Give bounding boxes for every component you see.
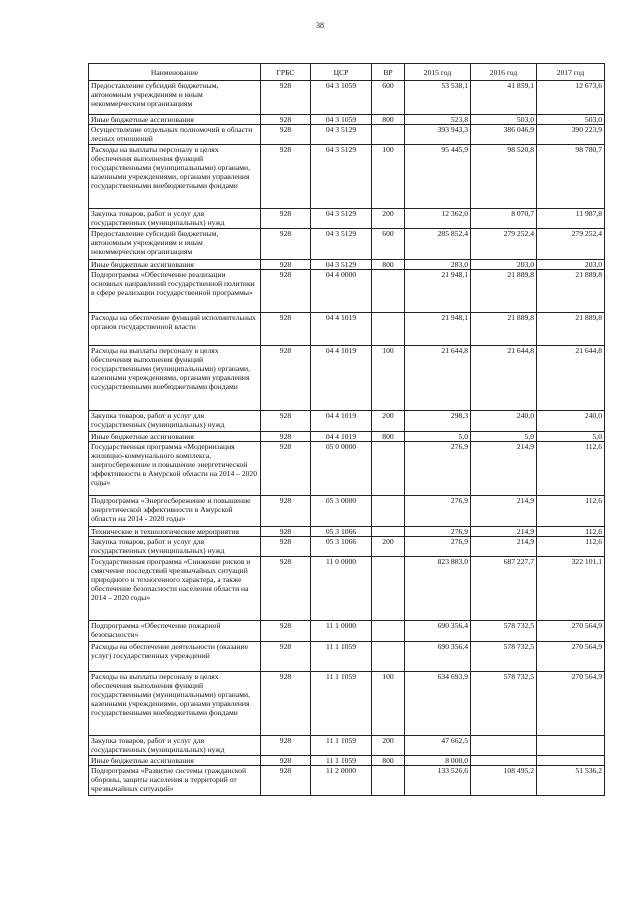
cell-grbs: 928	[261, 756, 311, 766]
cell-2016: 21 644,8	[471, 346, 537, 411]
cell-csr: 04 4 1019	[311, 346, 372, 411]
table-row	[89, 672, 605, 736]
cell-name: Расходы на выплаты персоналу в целях обеспечения выполнения функций государственными (муниципальными) органами, казенными учреждениями, органами управления государственными внебюджетными фондами	[89, 145, 261, 209]
cell-2017: 322 101,1	[537, 557, 605, 621]
cell-2017: 21 644,8	[537, 346, 605, 411]
cell-2016: 214,9	[471, 442, 537, 496]
cell-grbs: 928	[261, 432, 311, 442]
cell-csr: 04 3 1059	[311, 115, 372, 125]
cell-name: Закупка товаров, работ и услуг для государственных (муниципальных) нужд	[89, 736, 261, 756]
cell-2017: 11 987,8	[537, 209, 605, 229]
cell-2016: 41 859,1	[471, 81, 537, 115]
cell-csr: 11 1 1059	[311, 642, 372, 672]
cell-csr: 04 3 5129	[311, 229, 372, 260]
cell-2017	[537, 756, 605, 766]
cell-2017: 112,6	[537, 537, 605, 557]
cell-name: Закупка товаров, работ и услуг для государственных (муниципальных) нужд	[89, 537, 261, 557]
cell-2015: 523,8	[405, 115, 471, 125]
cell-name: Подпрограмма «Обеспечение пожарной безопасности»	[89, 621, 261, 642]
cell-vr	[372, 496, 405, 527]
cell-name: Иные бюджетные ассигнования	[89, 756, 261, 766]
budget-table	[88, 63, 605, 796]
cell-2015: 21 948,1	[405, 270, 471, 313]
cell-2015: 133 526,6	[405, 766, 471, 796]
cell-grbs: 928	[261, 125, 311, 145]
table-row	[89, 621, 605, 642]
cell-2016: 21 889,8	[471, 313, 537, 346]
cell-2016: 578 732,5	[471, 621, 537, 642]
cell-2016: 5,0	[471, 432, 537, 442]
col-header-vr: ВР	[372, 64, 405, 81]
col-header-2017: 2017 год	[537, 64, 605, 81]
cell-grbs: 928	[261, 209, 311, 229]
table-row	[89, 125, 605, 145]
cell-2017: 12 673,6	[537, 81, 605, 115]
cell-2016: 578 732,5	[471, 642, 537, 672]
table-row	[89, 229, 605, 260]
cell-2015: 21 948,1	[405, 313, 471, 346]
cell-2015: 298,3	[405, 411, 471, 432]
cell-2016: 21 889,8	[471, 270, 537, 313]
cell-csr: 04 4 1019	[311, 432, 372, 442]
cell-vr: 200	[372, 537, 405, 557]
cell-vr: 800	[372, 756, 405, 766]
cell-name: Иные бюджетные ассигнования	[89, 432, 261, 442]
table-row	[89, 270, 605, 313]
cell-grbs: 928	[261, 537, 311, 557]
cell-name: Расходы на выплаты персоналу в целях обеспечения выполнения функций государственными (муниципальными) органами, казенными учреждениями, органами управления государственными внебюджетными фондами	[89, 346, 261, 411]
cell-grbs: 928	[261, 81, 311, 115]
cell-2017: 270 564,9	[537, 621, 605, 642]
table-row	[89, 411, 605, 432]
cell-2017: 203,0	[537, 260, 605, 270]
cell-vr	[372, 642, 405, 672]
cell-csr: 11 1 1059	[311, 736, 372, 756]
table-row	[89, 115, 605, 125]
table-row	[89, 260, 605, 270]
cell-2015: 276,9	[405, 442, 471, 496]
cell-csr: 04 4 0000	[311, 270, 372, 313]
cell-2015: 690 356,4	[405, 642, 471, 672]
cell-csr: 04 3 5129	[311, 260, 372, 270]
cell-name: Подпрограмма «Энергосбережение и повышение энергетической эффективности в Амурской области на 2014 - 2020 годы»	[89, 496, 261, 527]
table-row	[89, 145, 605, 209]
cell-2015: 285 852,4	[405, 229, 471, 260]
cell-grbs: 928	[261, 642, 311, 672]
table-row	[89, 736, 605, 756]
cell-2016: 687 227,7	[471, 557, 537, 621]
cell-grbs: 928	[261, 411, 311, 432]
col-header-csr: ЦСР	[311, 64, 372, 81]
table-row	[89, 432, 605, 442]
cell-name: Технические и технологические мероприятия	[89, 527, 261, 537]
cell-2016: 8 070,7	[471, 209, 537, 229]
cell-vr: 100	[372, 346, 405, 411]
cell-2016: 108 495,2	[471, 766, 537, 796]
cell-vr	[372, 270, 405, 313]
cell-name: Подпрограмма «Обеспечение реализации основных направлений государственной политики в сфере реализации государственной программы»	[89, 270, 261, 313]
cell-grbs: 928	[261, 145, 311, 209]
cell-2017: 503,0	[537, 115, 605, 125]
cell-2016	[471, 756, 537, 766]
cell-grbs: 928	[261, 766, 311, 796]
cell-csr: 11 1 1059	[311, 672, 372, 736]
cell-csr: 11 0 0000	[311, 557, 372, 621]
cell-csr: 04 3 1059	[311, 81, 372, 115]
cell-2015: 95 445,9	[405, 145, 471, 209]
header-row	[89, 64, 605, 81]
cell-vr	[372, 527, 405, 537]
cell-vr: 600	[372, 81, 405, 115]
cell-2017: 240,0	[537, 411, 605, 432]
table-row	[89, 527, 605, 537]
cell-vr: 100	[372, 145, 405, 209]
cell-name: Расходы на обеспечение деятельности (оказание услуг) государственных учреждений	[89, 642, 261, 672]
cell-2017: 112,6	[537, 527, 605, 537]
table-row	[89, 557, 605, 621]
cell-2017: 270 564,9	[537, 672, 605, 736]
col-header-name: Наименование	[89, 64, 261, 81]
cell-csr: 04 4 1019	[311, 411, 372, 432]
cell-2017: 51 536,2	[537, 766, 605, 796]
cell-grbs: 928	[261, 527, 311, 537]
cell-csr: 04 3 5129	[311, 145, 372, 209]
cell-2015: 12 362,0	[405, 209, 471, 229]
cell-2016: 214,9	[471, 496, 537, 527]
cell-2015: 21 644,8	[405, 346, 471, 411]
cell-vr	[372, 442, 405, 496]
cell-2015: 5,0	[405, 432, 471, 442]
cell-2016: 98 520,8	[471, 145, 537, 209]
table-row	[89, 496, 605, 527]
cell-2015: 634 693,9	[405, 672, 471, 736]
cell-csr: 05 3 1066	[311, 527, 372, 537]
cell-name: Закупка товаров, работ и услуг для государственных (муниципальных) нужд	[89, 209, 261, 229]
cell-2017: 21 889,8	[537, 270, 605, 313]
cell-name: Расходы на выплаты персоналу в целях обеспечения выполнения функций государственными (муниципальными) органами, казенными учреждениями, органами управления государственными внебюджетными фондами	[89, 672, 261, 736]
table-row	[89, 766, 605, 796]
cell-2015: 283,0	[405, 260, 471, 270]
cell-2017: 112,6	[537, 496, 605, 527]
page-number: 38	[316, 21, 324, 30]
cell-csr: 11 1 1059	[311, 756, 372, 766]
cell-vr: 200	[372, 411, 405, 432]
cell-2016: 214,9	[471, 537, 537, 557]
cell-vr	[372, 313, 405, 346]
cell-2016	[471, 736, 537, 756]
cell-name: Расходы на обеспечение функций исполнительных органов государственной власти	[89, 313, 261, 346]
cell-2016: 214,9	[471, 527, 537, 537]
table-row	[89, 313, 605, 346]
table-body	[89, 81, 605, 796]
cell-2015: 8 000,0	[405, 756, 471, 766]
cell-name: Государственная программа «Модернизация жилищно-коммунального комплекса, энергосбережение и повышение энергетической эффективности в Амурской области на 2014 – 2020 годы»	[89, 442, 261, 496]
table-row	[89, 537, 605, 557]
col-header-grbs: ГРБС	[261, 64, 311, 81]
cell-2015: 823 883,0	[405, 557, 471, 621]
cell-name: Государственная программа «Снижение рисков и смягчение последствий чрезвычайных ситуаций природного и техногенного характера, а также обеспечение безопасности населения области на 2014 – 2020 годы»	[89, 557, 261, 621]
cell-2017: 5,0	[537, 432, 605, 442]
cell-grbs: 928	[261, 270, 311, 313]
cell-csr: 05 3 0000	[311, 496, 372, 527]
cell-vr	[372, 766, 405, 796]
cell-2016: 203,0	[471, 260, 537, 270]
cell-2016: 240,0	[471, 411, 537, 432]
cell-2016: 578 732,5	[471, 672, 537, 736]
cell-2017: 98 780,7	[537, 145, 605, 209]
cell-grbs: 928	[261, 736, 311, 756]
cell-2016: 503,0	[471, 115, 537, 125]
cell-csr: 04 3 5129	[311, 125, 372, 145]
table-row	[89, 442, 605, 496]
cell-2015: 276,9	[405, 527, 471, 537]
cell-csr: 11 2 0000	[311, 766, 372, 796]
cell-csr: 11 1 0000	[311, 621, 372, 642]
cell-vr: 200	[372, 209, 405, 229]
cell-grbs: 928	[261, 442, 311, 496]
cell-vr: 600	[372, 229, 405, 260]
table-row	[89, 81, 605, 115]
cell-2017: 21 889,8	[537, 313, 605, 346]
cell-name: Предоставление субсидий бюджетным, автономным учреждениям и иным некоммерческим организациям	[89, 229, 261, 260]
cell-grbs: 928	[261, 260, 311, 270]
col-header-2016: 2016 год	[471, 64, 537, 81]
cell-grbs: 928	[261, 229, 311, 260]
cell-grbs: 928	[261, 346, 311, 411]
cell-2016: 279 252,4	[471, 229, 537, 260]
cell-name: Подпрограмма «Развитие системы гражданской обороны, защиты населения и территорий от чрезвычайных ситуаций»	[89, 766, 261, 796]
cell-2015: 276,9	[405, 496, 471, 527]
cell-csr: 05 0 0000	[311, 442, 372, 496]
table-row	[89, 642, 605, 672]
cell-grbs: 928	[261, 557, 311, 621]
cell-2015: 47 662,5	[405, 736, 471, 756]
cell-2017: 390 223,9	[537, 125, 605, 145]
cell-csr: 04 3 5129	[311, 209, 372, 229]
cell-name: Закупка товаров, работ и услуг для государственных (муниципальных) нужд	[89, 411, 261, 432]
cell-2015: 276,9	[405, 537, 471, 557]
cell-vr: 800	[372, 432, 405, 442]
cell-2015: 690 356,4	[405, 621, 471, 642]
cell-grbs: 928	[261, 496, 311, 527]
table-row	[89, 209, 605, 229]
cell-2016: 386 046,9	[471, 125, 537, 145]
cell-2017: 112,6	[537, 442, 605, 496]
cell-vr	[372, 557, 405, 621]
col-header-2015: 2015 год	[405, 64, 471, 81]
cell-name: Предоставление субсидий бюджетным, автономным учреждениям и иным некоммерческим организациям	[89, 81, 261, 115]
cell-vr: 100	[372, 672, 405, 736]
cell-name: Иные бюджетные ассигнования	[89, 260, 261, 270]
cell-2015: 53 538,1	[405, 81, 471, 115]
cell-vr: 800	[372, 260, 405, 270]
cell-vr	[372, 125, 405, 145]
cell-2017: 270 564,9	[537, 642, 605, 672]
cell-grbs: 928	[261, 313, 311, 346]
cell-2017	[537, 736, 605, 756]
cell-vr	[372, 621, 405, 642]
cell-2017: 279 252,4	[537, 229, 605, 260]
cell-vr: 800	[372, 115, 405, 125]
table-row	[89, 756, 605, 766]
cell-csr: 05 3 1066	[311, 537, 372, 557]
cell-name: Осуществление отдельных полномочий в области лесных отношений	[89, 125, 261, 145]
cell-name: Иные бюджетные ассигнования	[89, 115, 261, 125]
cell-csr: 04 4 1019	[311, 313, 372, 346]
cell-grbs: 928	[261, 115, 311, 125]
cell-vr: 200	[372, 736, 405, 756]
table-row	[89, 346, 605, 411]
cell-grbs: 928	[261, 672, 311, 736]
cell-grbs: 928	[261, 621, 311, 642]
cell-2015: 393 943,3	[405, 125, 471, 145]
